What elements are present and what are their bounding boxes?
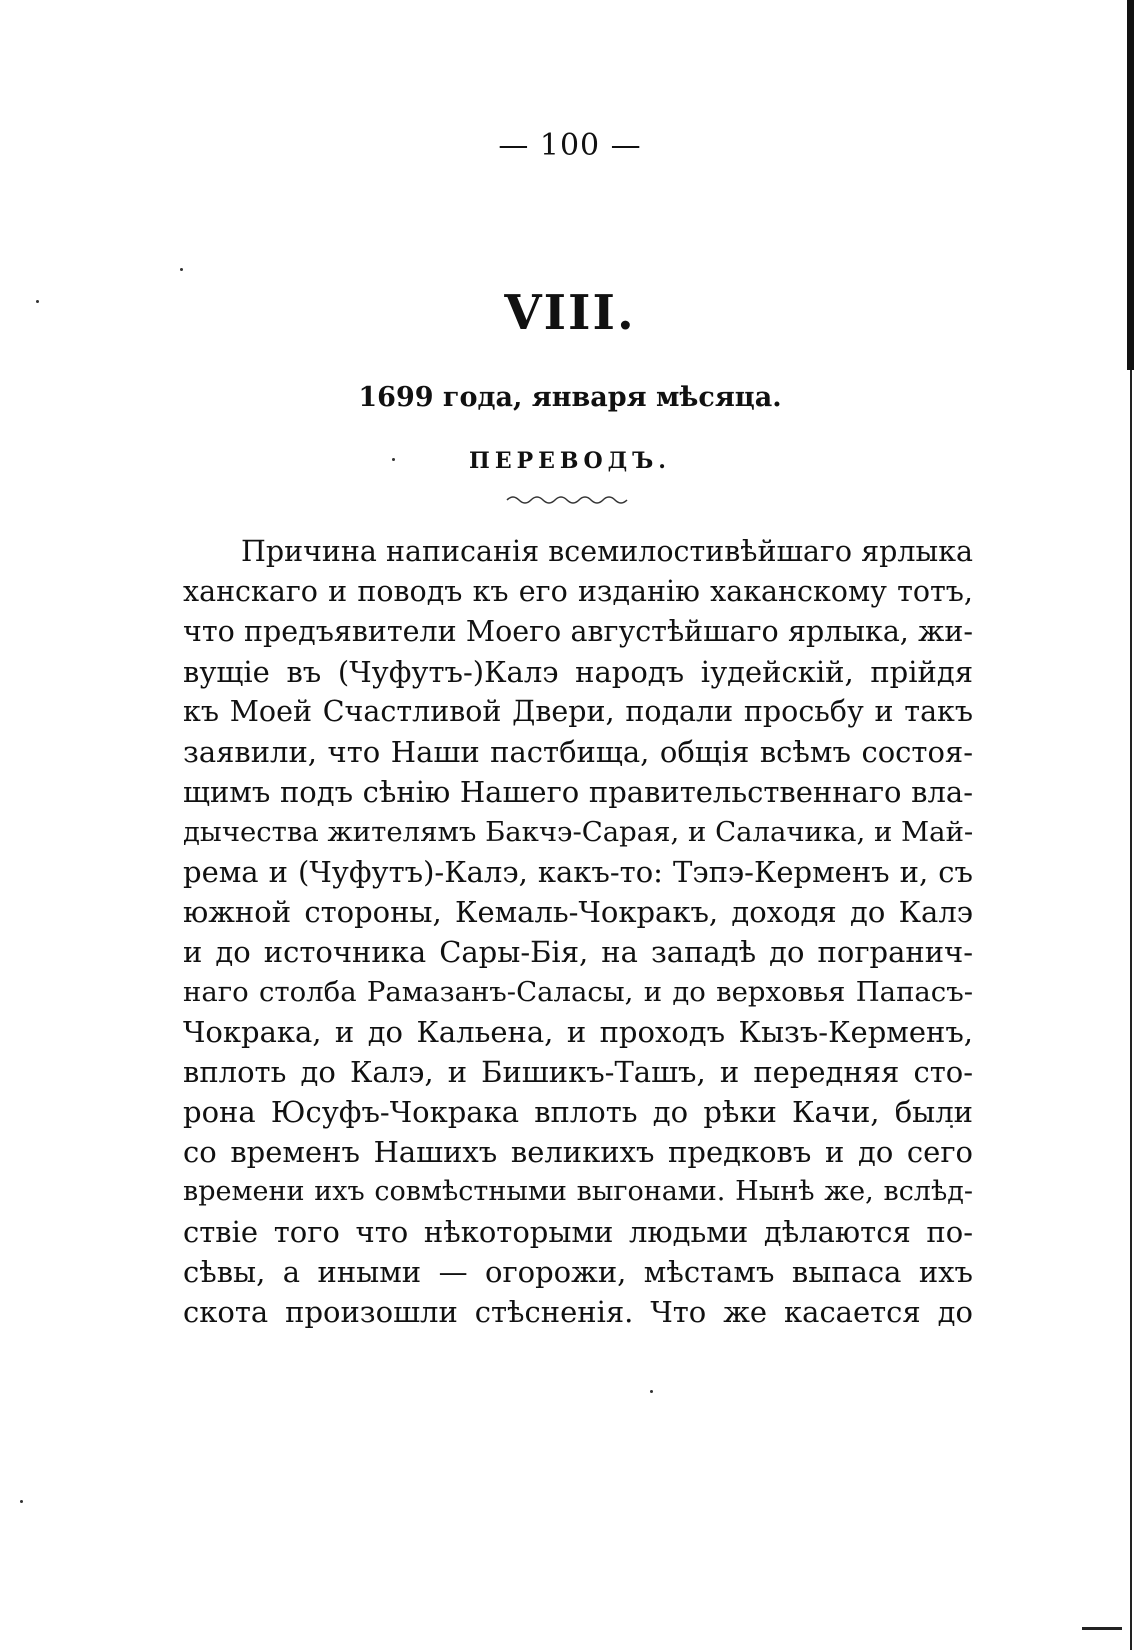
speck (650, 1390, 653, 1393)
text-line: вплоть до Калэ, и Бишикъ-Ташъ, и передняя сто- (183, 1055, 973, 1089)
text-line: и до источника Сары-Бія, на западѣ до погранич- (183, 935, 973, 969)
text-line: щимъ подъ сѣнію Нашего правительственнаго вла- (183, 775, 973, 809)
speck (180, 268, 183, 271)
text-line: что предъявители Моего августѣйшаго ярлыка, жи- (183, 615, 973, 648)
translation-label: ПЕРЕВОДЪ. (469, 448, 671, 474)
text-line: сѣвы, а иными — огорожи, мѣстамъ выпаса ихъ (183, 1255, 973, 1289)
text-line: ствіе того что нѣкоторыми людьми дѣлаются по- (183, 1215, 973, 1249)
text-line: южной стороны, Кемаль-Чокракъ, доходя до Калэ (183, 895, 973, 929)
section-numeral: VIII. (504, 285, 636, 341)
text-line: вущіе въ (Чуфутъ-)Калэ народъ іудейскій, прійдя (183, 655, 973, 689)
text-line: рема и (Чуфутъ)-Калэ, какъ-то: Тэпэ-Керменъ и, съ (183, 855, 973, 889)
text-line: Причина написанія всемилостивѣйшаго ярлыка (241, 535, 973, 568)
text-line: заявили, что Наши пастбища, общія всѣмъ состоя- (183, 735, 973, 769)
ornament-divider (505, 492, 635, 506)
text-line: ханскаго и поводъ къ его изданію хаканскому тотъ, (183, 575, 973, 608)
text-line: дычества жителямъ Бакчэ-Сарая, и Салачика, и Май- (183, 816, 974, 848)
body-text (183, 532, 973, 1332)
corner-mark (1082, 1627, 1122, 1630)
text-line: наго столба Рамазанъ-Саласы, и до верховья Папасъ- (183, 976, 973, 1008)
text-line: Чокрака, и до Кальена, и проходъ Кызъ-Керменъ, (183, 1015, 973, 1049)
text-line: къ Моей Счастливой Двери, подали просьбу и такъ (183, 695, 973, 728)
page-edge-line (1130, 370, 1132, 1650)
text-line: со временъ Нашихъ великихъ предковъ и до сего (183, 1135, 973, 1169)
page-number: — 100 — (498, 128, 642, 163)
text-line: времени ихъ совмѣстными выгонами. Нынѣ же, вслѣд- (183, 1176, 973, 1207)
speck (20, 1500, 23, 1503)
text-line: рона Юсуфъ-Чокрака вплоть до рѣки Качи, были (183, 1095, 973, 1129)
document-date: 1699 года, января мѣсяца. (358, 382, 782, 413)
text-line: скота произошли стѣсненія. Что же касается до (183, 1295, 973, 1329)
